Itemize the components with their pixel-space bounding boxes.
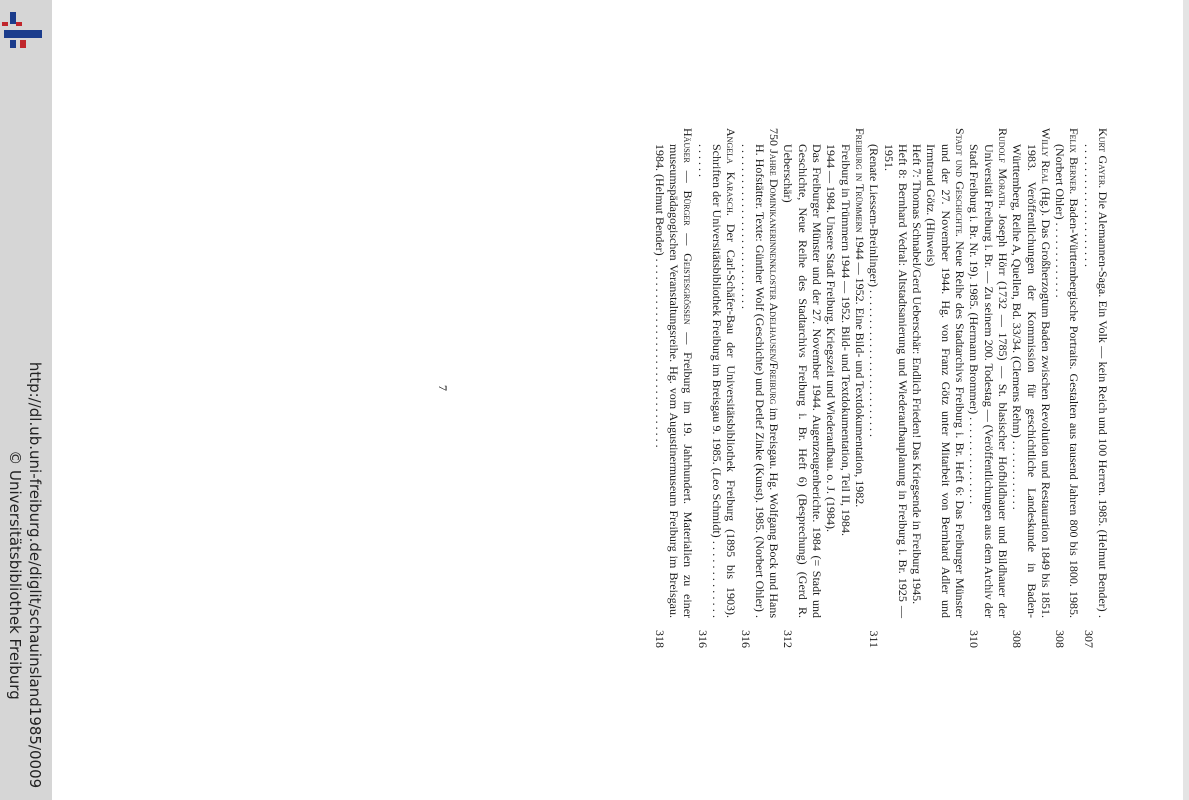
entry-page-number: 310 xyxy=(967,630,982,648)
entry-text: Das Freiburger Münster und der 27. November 1944. Augenzeugenberichte. 1984 (= Stadt und Geschichte, Neue Reihe des Stadtarchivs Freiburg i. Br. Heft 6) (Besprechung) (Gerd R. Ueberschär) xyxy=(781,144,825,618)
entry-page-number: 308 xyxy=(1053,630,1068,648)
rotated-document-page xyxy=(370,128,1110,648)
entry-author: Freiburg in Trümmern 1944 — 1952. xyxy=(852,128,867,305)
entry-page-number: 311 xyxy=(867,630,882,648)
entry-text: Der Carl-Schäfer-Bau der Universitätsbibliothek Freiburg (1895 bis 1903). Schriften der Universitätsbibliothek Freiburg im Breisgau 9. 1985. (Leo Schmidt) . . . . . . . . . . . . . . . . . . . xyxy=(695,144,739,619)
toc-entry xyxy=(853,128,867,648)
entry-text: (Renate Liessem-Breinlinger) . . . . . . . . . . . . . . . . . . . . . . . . . xyxy=(867,144,882,437)
entry-text: Heft 7: Thomas Schnabel/Gerd Ueberschär: Endlich Frieden! Das Kriegsende in Freiburg 1945. xyxy=(910,144,925,605)
entry-page-number: 307 xyxy=(1081,630,1096,648)
entry-page-number: 318 xyxy=(652,630,667,648)
toc-entry xyxy=(1053,128,1082,648)
entry-page-number: 312 xyxy=(781,630,796,648)
toc-entry xyxy=(781,128,824,648)
entry-author: Häuser — Bürger — Geistesgrössen xyxy=(681,128,696,325)
copyright-notice: © Universitätsbibliothek Freiburg xyxy=(6,450,24,700)
entry-text: — Freiburg im 19. Jahrhundert. Materialien zu einer museumspädagogischen Veranstaltungsreihe. Hg. vom Augustinermuseum Freiburg im Breisgau. 1984. (Helmut Bender) . . . . . . . . . . . . . . . . . . . . . . . . . . . . . . . . xyxy=(652,144,696,619)
entry-page-number: 316 xyxy=(738,630,753,648)
toc-entry xyxy=(967,128,1010,648)
entry-text: Freiburg in Trümmern 1944 — 1952. Bild- und Textdokumentation, Teil II, 1984. xyxy=(838,144,853,536)
source-url[interactable]: http://dl.ub.uni-freiburg.de/diglit/schauinsland1985/0009 xyxy=(26,361,44,789)
toc-entry xyxy=(1081,128,1110,648)
entry-page-number: 308 xyxy=(1010,630,1025,648)
toc-entry xyxy=(881,128,910,648)
entry-text: Die Alemannen-Saga. Ein Volk — kein Reich und 100 Herren. 1985. (Helmut Bender) . . . . . . . . . . . . . . . . . . . . . . xyxy=(1081,144,1110,618)
right-edge xyxy=(1183,0,1189,800)
entry-author: Rudolf Morath. xyxy=(995,128,1010,209)
toc-entry xyxy=(924,128,967,648)
entry-text: 1944 — 1984. Unsere Stadt Freiburg. Kriegszeit und Wiederaufbau. o. J. (1984). xyxy=(824,144,839,532)
toc-entry xyxy=(824,128,838,648)
entry-text: Baden-Württembergische Portraits. Gestalten aus tausend Jahren 800 bis 1800. 1985. (Norbert Ohler) . . . . . . . . . . . . . xyxy=(1053,144,1082,618)
toc-entry xyxy=(838,128,852,648)
entry-text: (Hg.). Das Großherzogtum Baden zwischen Revolution und Restauration 1849 bis 1851. 1983. Veröffentlichungen der Kommission für geschichtliche Landeskunde in Baden-Württemberg, Reihe A, Quellen, Bd. 33/34. (Clemens Rehm) . . . . . . . . . . . . xyxy=(1010,144,1053,619)
entry-author: Willy Real xyxy=(1038,128,1053,184)
toc-entry xyxy=(738,128,781,648)
table-of-contents xyxy=(653,128,1111,648)
entry-text: im Breisgau. Hg. Wolfgang Bock und Hans H. Hofstätter. Texte: Günther Wolf (Geschichte) und Detlef Zinke (Kunst). 1985. (Norbert Ohler) . . . . . . . . . . . . . . . . . . . . . . . . . . . . . xyxy=(738,144,782,619)
entry-author: Felix Berner. xyxy=(1067,128,1082,195)
toc-entry xyxy=(910,128,924,648)
entry-author: Kurt Gayer. xyxy=(1096,128,1110,189)
entry-page-number: 316 xyxy=(695,630,710,648)
toc-entry xyxy=(653,128,696,648)
entry-author: 750 Jahre Dominikanerinnenkloster Adelhausen/Freiburg xyxy=(767,128,782,405)
entry-author: Angela Karasch. xyxy=(724,128,739,216)
toc-entry xyxy=(1010,128,1053,648)
entry-author: Stadt und Geschichte. xyxy=(953,128,968,237)
toc-entry xyxy=(867,128,881,648)
entry-text: Eine Bild- und Textdokumentation, 1982. xyxy=(852,307,867,508)
page-number: 7 xyxy=(436,385,450,391)
viewer-sidebar xyxy=(0,0,52,800)
toc-entry xyxy=(695,128,738,648)
entry-text: Heft 8: Bernhard Vedral: Altstadtsanierung und Wiederaufbauplanung in Freiburg i. Br. 1925 — 1951. xyxy=(881,144,910,618)
entry-text: Neue Reihe des Stadtarchivs Freiburg i. Br. Heft 6: Das Freiburger Münster und der 27. November 1944. Hg. von Franz Götz unter Mitarbeit von Bernhard Adler und Irmtraud Götz. (Hinweis) xyxy=(924,144,968,618)
entry-text: Joseph Hörr (1732 — 1785) — St. blasischer Hofbildhauer und Bildhauer der Universität Freiburg i. Br. — Zu seinem 200. Todestag — (Veröffentlichungen aus dem Archiv der Stadt Freiburg i. Br. Nr. 19). 1985. (Hermann Brommer) . . . . . . . . . . . . . . . xyxy=(967,144,1010,619)
